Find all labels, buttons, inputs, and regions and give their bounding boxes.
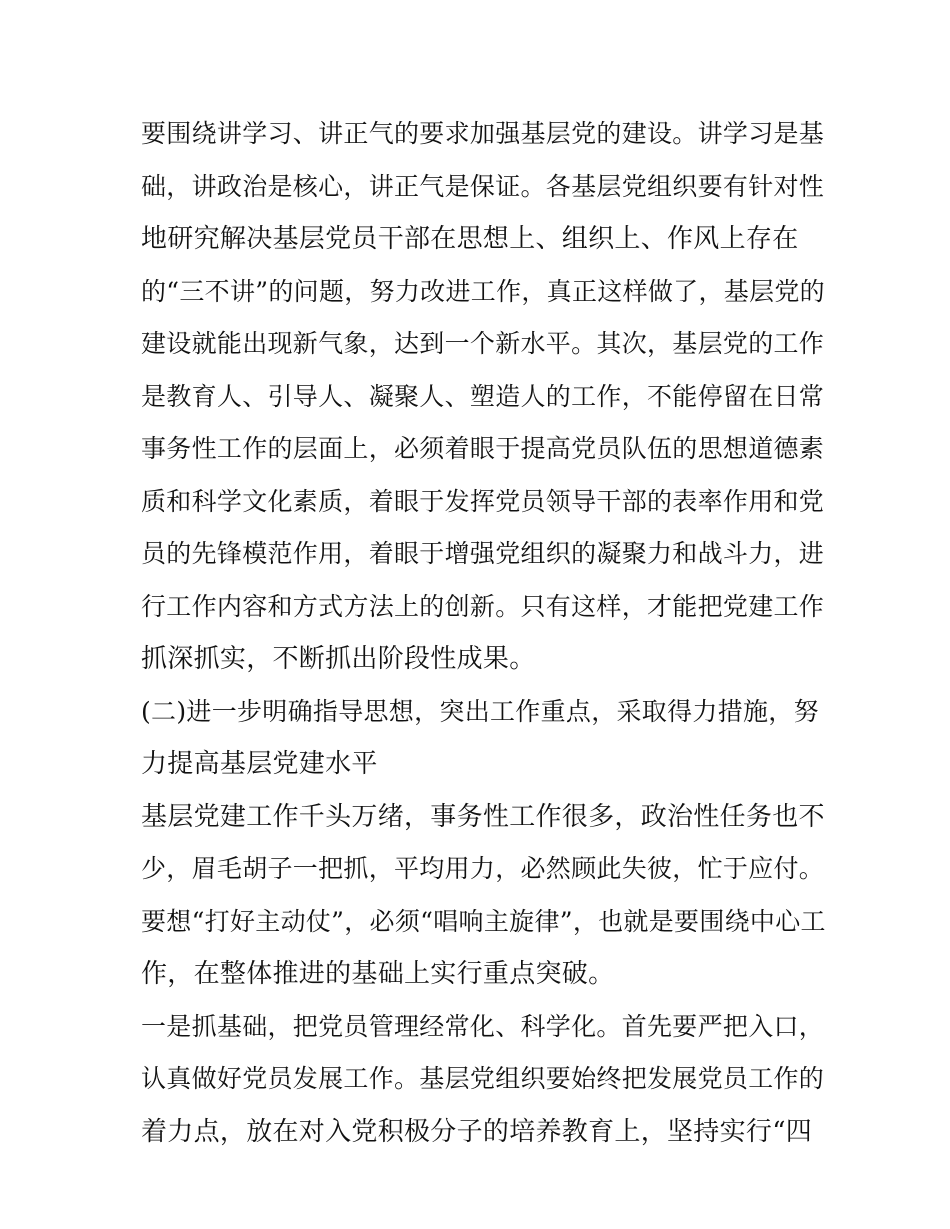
text-line: 认真做好党员发展工作。基层党组织要始终把发展党员工作的 xyxy=(141,1064,825,1093)
text-line: 一是抓基础，把党员管理经常化、科学化。首先要严把入口， xyxy=(141,1011,825,1041)
text-line: 事务性工作的层面上，必须着眼于提高党员队伍的思想道德素 xyxy=(141,434,825,463)
text-line: 少，眉毛胡子一把抓，平均用力，必然顾此失彼，忙于应付。 xyxy=(141,854,825,883)
text-line: 作，在整体推进的基础上实行重点突破。 xyxy=(141,959,615,989)
section-heading-line: 力提高基层党建水平 xyxy=(141,749,378,779)
text-line: 建设就能出现新气象，达到一个新水平。其次，基层党的工作 xyxy=(141,329,825,358)
text-line: 抓深抓实，不断抓出阶段性成果。 xyxy=(141,644,536,674)
text-line: 质和科学文化素质，着眼于发挥党员领导干部的表率作用和党 xyxy=(141,486,825,516)
text-line: 础，讲政治是核心，讲正气是保证。各基层党组织要有针对性 xyxy=(141,171,825,201)
text-line: 的“三不讲”的问题，努力改进工作，真正这样做了，基层党的 xyxy=(141,276,825,306)
section-heading-line: (二)进一步明确指导思想，突出工作重点，采取得力措施，努 xyxy=(141,696,819,726)
text-line: 着力点，放在对入党积极分子的培养教育上，坚持实行“四 xyxy=(141,1116,813,1147)
text-line: 基层党建工作千头万绪，事务性工作很多，政治性任务也不 xyxy=(141,801,825,832)
text-line: 行工作内容和方式方法上的创新。只有这样，才能把党建工作 xyxy=(141,591,825,621)
text-line: 是教育人、引导人、凝聚人、塑造人的工作，不能停留在日常 xyxy=(141,381,825,411)
text-line: 员的先锋模范作用，着眼于增强党组织的凝聚力和战斗力，进 xyxy=(141,539,825,568)
text-line: 要围绕讲学习、讲正气的要求加强基层党的建设。讲学习是基 xyxy=(141,119,825,148)
text-line: 要想“打好主动仗”，必须“唱响主旋律”，也就是要围绕中心工 xyxy=(141,906,826,936)
text-line: 地研究解决基层党员干部在思想上、组织上、作风上存在 xyxy=(141,224,799,254)
body-text xyxy=(141,108,831,1158)
